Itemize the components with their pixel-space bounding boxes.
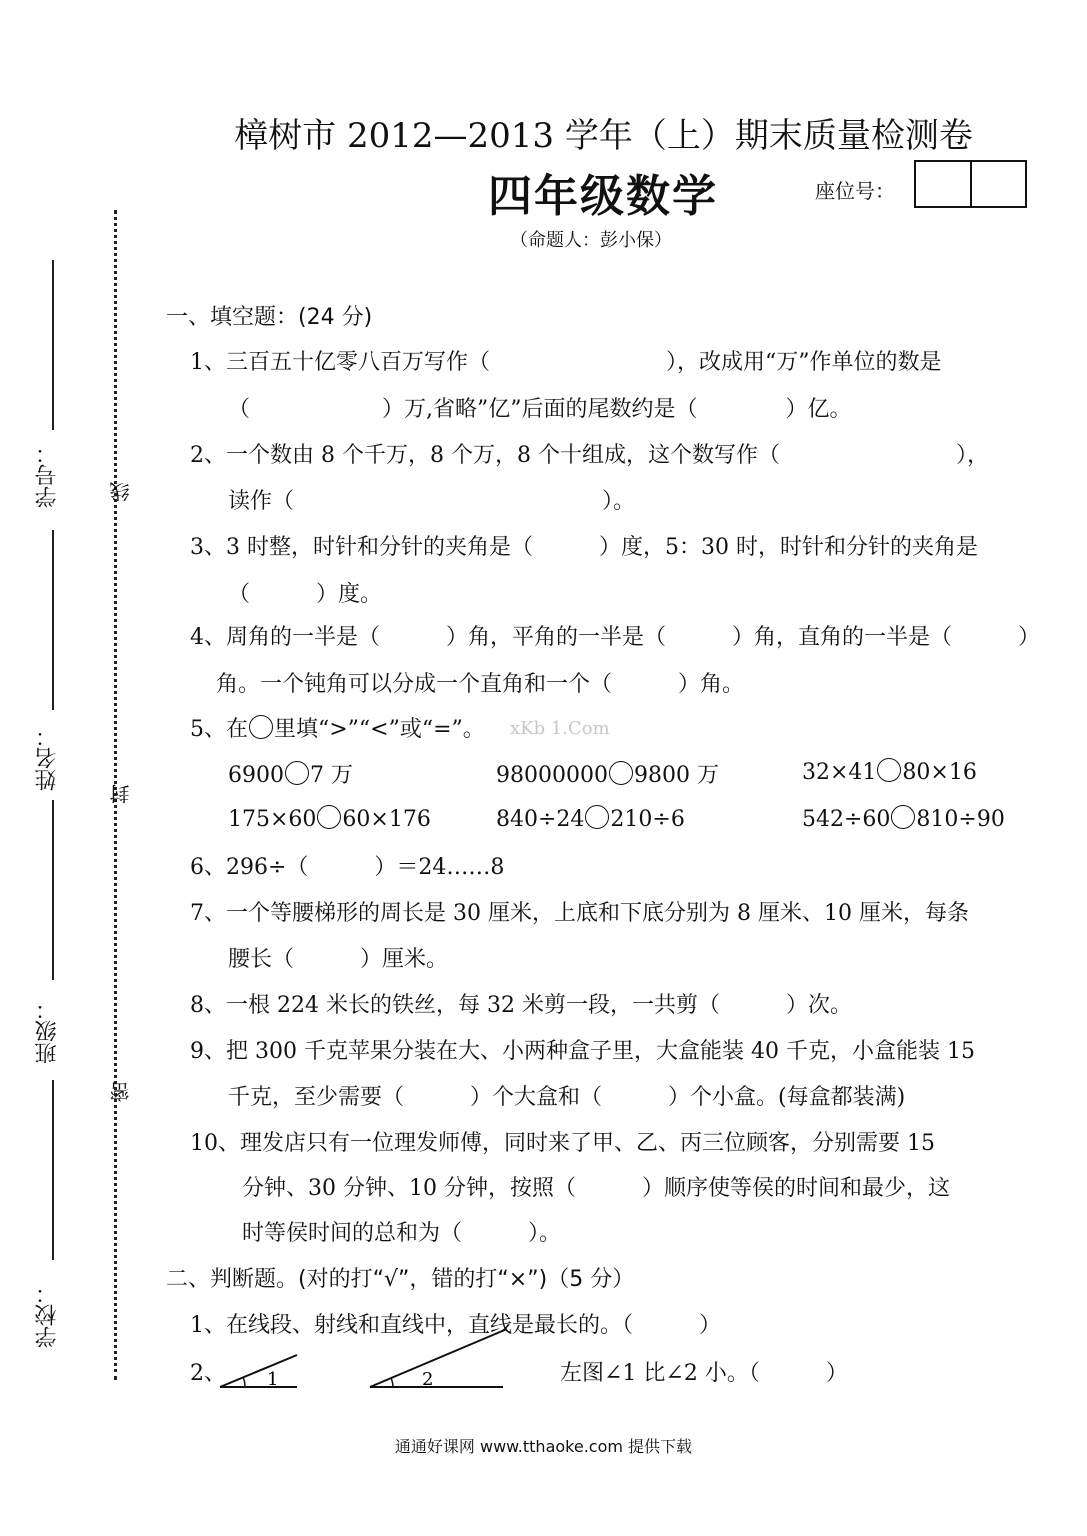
question-line: （ ）万,省略”亿”后面的尾数约是（ ）亿。 [228,397,852,422]
class-label: 班级： [35,998,60,1064]
question-line: 4、周角的一半是（ ）角，平角的一半是（ ）角，直角的一半是（ ） [190,625,1040,650]
compare-item: 98000000 9800 万 [496,763,719,788]
angle-2-figure [370,1329,507,1390]
question-line: 时等侯时间的总和为（ ）。 [242,1221,562,1246]
question-5-line [190,712,485,743]
q5-prefix: 5、在 [190,717,248,742]
compare-item: 6900 7 万 [228,763,353,788]
question-line: 8、一根 224 米长的铁丝，每 32 米剪一段，一共剪（ ）次。 [190,993,852,1018]
compare-circle[interactable] [877,758,901,782]
compare-item: 32×41 80×16 [802,760,977,785]
q5-suffix: 里填“>”“<”或“=”。 [274,717,485,742]
question-line: 3、3 时整，时针和分针的夹角是（ ）度，5：30 时，时针和分针的夹角是 [190,535,978,560]
question-2-number: 2、 [190,1361,226,1386]
seal-char-seal: 封 [109,784,133,804]
school-label: 学校： [35,1282,60,1348]
compare-circle[interactable] [285,761,309,785]
question-line: 分钟、30 分钟、10 分钟，按照（ ）顺序使等侯的时间和最少，这 [242,1176,950,1201]
compare-item: 175×60 60×176 [228,807,431,832]
class-line [52,800,54,980]
subject-title: 四年级数学 [488,171,718,222]
compare-item: 840÷24 210÷6 [496,807,685,832]
question-line: 千克，至少需要（ ）个大盒和（ ）个小盒。(每盒都装满) [228,1085,906,1110]
question-line: 角。一个钝角可以分成一个直角和一个（ ）角。 [216,672,745,697]
question-line: （ ）度。 [228,582,383,607]
angle-1-label: 1 [267,1369,279,1390]
compare-circle[interactable] [891,805,915,829]
compare-circle[interactable] [585,805,609,829]
compare-circle[interactable] [609,761,633,785]
seat-number-label: 座位号： [815,179,895,203]
question-line: 1、三百五十亿零八百万写作（ ），改成用“万”作单位的数是 [190,350,942,375]
name-label: 姓名： [35,725,60,791]
angle-figures [215,1325,515,1395]
section1-heading: 一、填空题：(24 分) [166,305,373,330]
question-line: 1、在线段、射线和直线中，直线是最长的。（ ） [190,1313,721,1338]
exam-title: 樟树市 2012—2013 学年（上）期末质量检测卷 [234,116,973,156]
footer-source: 通通好课网 www.tthaoke.com 提供下载 [394,1437,693,1456]
seat-box-divider [970,162,972,206]
school-line [52,1080,54,1260]
watermark: xKb 1.Com [510,718,610,739]
angle-1-figure [220,1355,297,1390]
angle-2-label: 2 [422,1369,434,1390]
question-line: 左图∠1 比∠2 小。（ ） [560,1361,848,1386]
author-line: （命题人：彭小保） [510,230,672,251]
section2-heading: 二、判断题。(对的打“√”，错的打“×”)（5 分） [166,1267,635,1292]
compare-item: 542÷60 810÷90 [802,807,1005,832]
seal-char-line: 线 [109,482,133,502]
question-line: 6、296÷（ ）＝24……8 [190,855,505,880]
compare-circle [249,715,273,739]
question-line: 腰长（ ）厘米。 [228,947,449,972]
question-line: 2、一个数由 8 个千万，8 个万，8 个十组成，这个数写作（ ）， [190,443,989,468]
compare-circle[interactable] [317,805,341,829]
seal-char-secret: 密 [109,1082,133,1102]
question-line: 9、把 300 千克苹果分装在大、小两种盒子里，大盒能装 40 千克，小盒能装 15 [190,1039,975,1064]
question-line: 读作（ ）。 [228,489,636,514]
student-id-label: 学号： [35,442,60,508]
seat-number-box[interactable] [914,160,1027,208]
name-line [52,530,54,710]
question-line: 7、一个等腰梯形的周长是 30 厘米，上底和下底分别为 8 厘米、10 厘米，每条 [190,901,969,926]
question-line: 10、理发店只有一位理发师傅，同时来了甲、乙、丙三位顾客，分别需要 15 [190,1131,935,1156]
student-id-line [52,260,54,430]
